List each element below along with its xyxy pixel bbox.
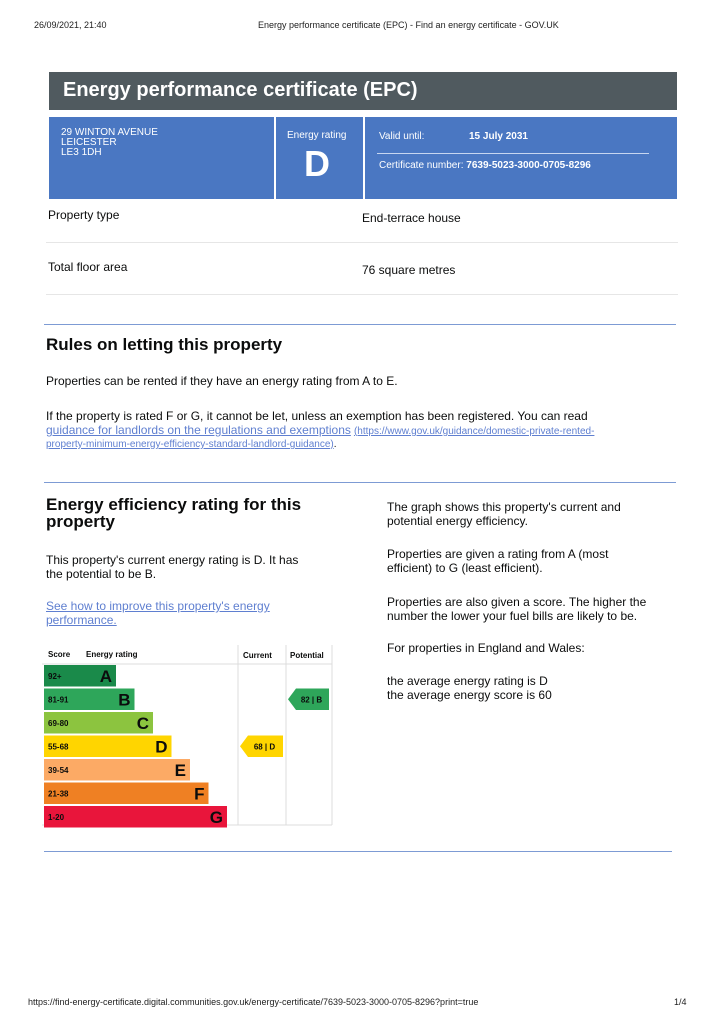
section-divider <box>44 324 676 325</box>
landlord-guidance-link[interactable]: guidance for landlords on the regulations and exemptions <box>46 423 351 437</box>
current-rating-text-line-1: This property's current energy rating is D. It has <box>46 553 299 567</box>
efficiency-heading <box>46 496 301 530</box>
certificate-number <box>379 160 591 171</box>
property-type-label: Property type <box>48 208 120 222</box>
landlord-guidance-url-1[interactable]: (https://www.gov.uk/guidance/domestic-private-rented- <box>353 426 595 437</box>
current-rating-text <box>46 553 298 581</box>
address-line-1: 29 WINTON AVENUE <box>61 127 158 138</box>
landlord-guidance-url-2[interactable]: property-minimum-energy-efficiency-standard-landlord-guidance) <box>46 439 334 450</box>
divider <box>363 117 365 199</box>
efficiency-heading-line-2: property <box>46 512 115 531</box>
certificate-summary-box <box>49 117 677 199</box>
improve-link[interactable] <box>46 599 270 627</box>
address-line-2: LEICESTER <box>61 137 117 148</box>
divider <box>46 294 678 295</box>
page-title: Energy performance certificate (EPC) <box>49 72 677 110</box>
band-g-score: 1-20 <box>48 812 65 822</box>
floor-area-label: Total floor area <box>48 260 128 274</box>
rating-scale-line-1: Properties are given a rating from A (most <box>387 547 609 561</box>
score-description-line-1: Properties are also given a score. The higher the <box>387 595 647 609</box>
band-b-score: 81-91 <box>48 695 69 705</box>
score-column-header: Score <box>48 650 71 659</box>
potential-rating-marker-label: 82 | B <box>300 695 323 705</box>
england-wales-label: For properties in England and Wales: <box>387 641 585 655</box>
improve-link-line-1[interactable]: See how to improve this property's energy <box>46 599 270 613</box>
efficiency-heading-line-1: Energy efficiency rating for this <box>46 495 302 514</box>
band-c-letter: C <box>136 713 149 733</box>
rules-heading: Rules on letting this property <box>46 335 283 354</box>
current-rating-marker-label: 68 | D <box>253 742 276 752</box>
rules-paragraph-2-text: If the property is rated F or G, it cannot be let, unless an exemption has been registered. You can read <box>46 409 588 423</box>
band-g-letter: G <box>209 807 223 827</box>
band-b-letter: B <box>118 690 131 710</box>
energy-rating-chart <box>42 645 338 835</box>
band-e-score: 39-54 <box>48 765 69 775</box>
band-a-letter: A <box>99 666 112 686</box>
score-description-line-2: number the lower your fuel bills are likely to be. <box>387 609 638 623</box>
certificate-number-label: Certificate number: <box>379 160 464 171</box>
print-page-title: Energy performance certificate (EPC) - Find an energy certificate - GOV.UK <box>258 20 559 30</box>
band-a-score: 92+ <box>48 671 62 681</box>
band-c-score: 69-80 <box>48 718 69 728</box>
address-line-3: LE3 1DH <box>61 147 102 158</box>
valid-until-value: 15 July 2031 <box>469 131 528 142</box>
potential-column-header: Potential <box>290 651 324 660</box>
graph-description <box>387 500 621 528</box>
divider <box>274 117 276 199</box>
averages <box>387 674 552 702</box>
average-rating: the average energy rating is D <box>387 674 548 688</box>
improve-link-line-2[interactable]: performance. <box>46 613 117 627</box>
energy-rating-chart-svg <box>42 645 338 830</box>
period: . <box>333 439 337 450</box>
rating-scale-line-2: efficient) to G (least efficient). <box>387 561 543 575</box>
energy-rating-label: Energy rating <box>287 130 347 141</box>
current-column-header: Current <box>243 651 272 660</box>
print-page-number: 1/4 <box>674 997 687 1007</box>
print-url: https://find-energy-certificate.digital.communities.gov.uk/energy-certificate/7639-5023-3000-0705-8296?print=true <box>28 997 479 1007</box>
band-g-bar <box>78 806 227 828</box>
energy-rating-value: D <box>304 143 330 184</box>
band-f-bar <box>78 783 209 805</box>
section-divider <box>44 851 672 852</box>
rules-paragraph-2 <box>46 409 686 451</box>
rules-paragraph-1: Properties can be rented if they have an energy rating from A to E. <box>46 374 398 388</box>
band-e-letter: E <box>174 760 186 780</box>
band-d-score: 55-68 <box>48 742 69 752</box>
property-type-value: End-terrace house <box>362 211 461 225</box>
band-e-bar <box>78 759 190 781</box>
band-d-letter: D <box>155 737 168 757</box>
divider <box>377 153 649 154</box>
divider <box>46 242 678 243</box>
current-rating-text-line-2: the potential to be B. <box>46 567 157 581</box>
graph-description-line-1: The graph shows this property's current and <box>387 500 621 514</box>
band-f-letter: F <box>194 784 205 804</box>
score-description <box>387 595 646 623</box>
print-datetime: 26/09/2021, 21:40 <box>34 20 107 30</box>
rating-column-header: Energy rating <box>86 650 138 659</box>
section-divider <box>44 482 676 483</box>
graph-description-line-2: potential energy efficiency. <box>387 514 528 528</box>
valid-until-label: Valid until: <box>379 131 425 142</box>
property-address <box>61 128 158 158</box>
floor-area-value: 76 square metres <box>362 263 456 277</box>
rating-scale-description <box>387 547 608 575</box>
average-score: the average energy score is 60 <box>387 688 552 702</box>
band-f-score: 21-38 <box>48 789 69 799</box>
certificate-number-value: 7639-5023-3000-0705-8296 <box>466 160 591 171</box>
